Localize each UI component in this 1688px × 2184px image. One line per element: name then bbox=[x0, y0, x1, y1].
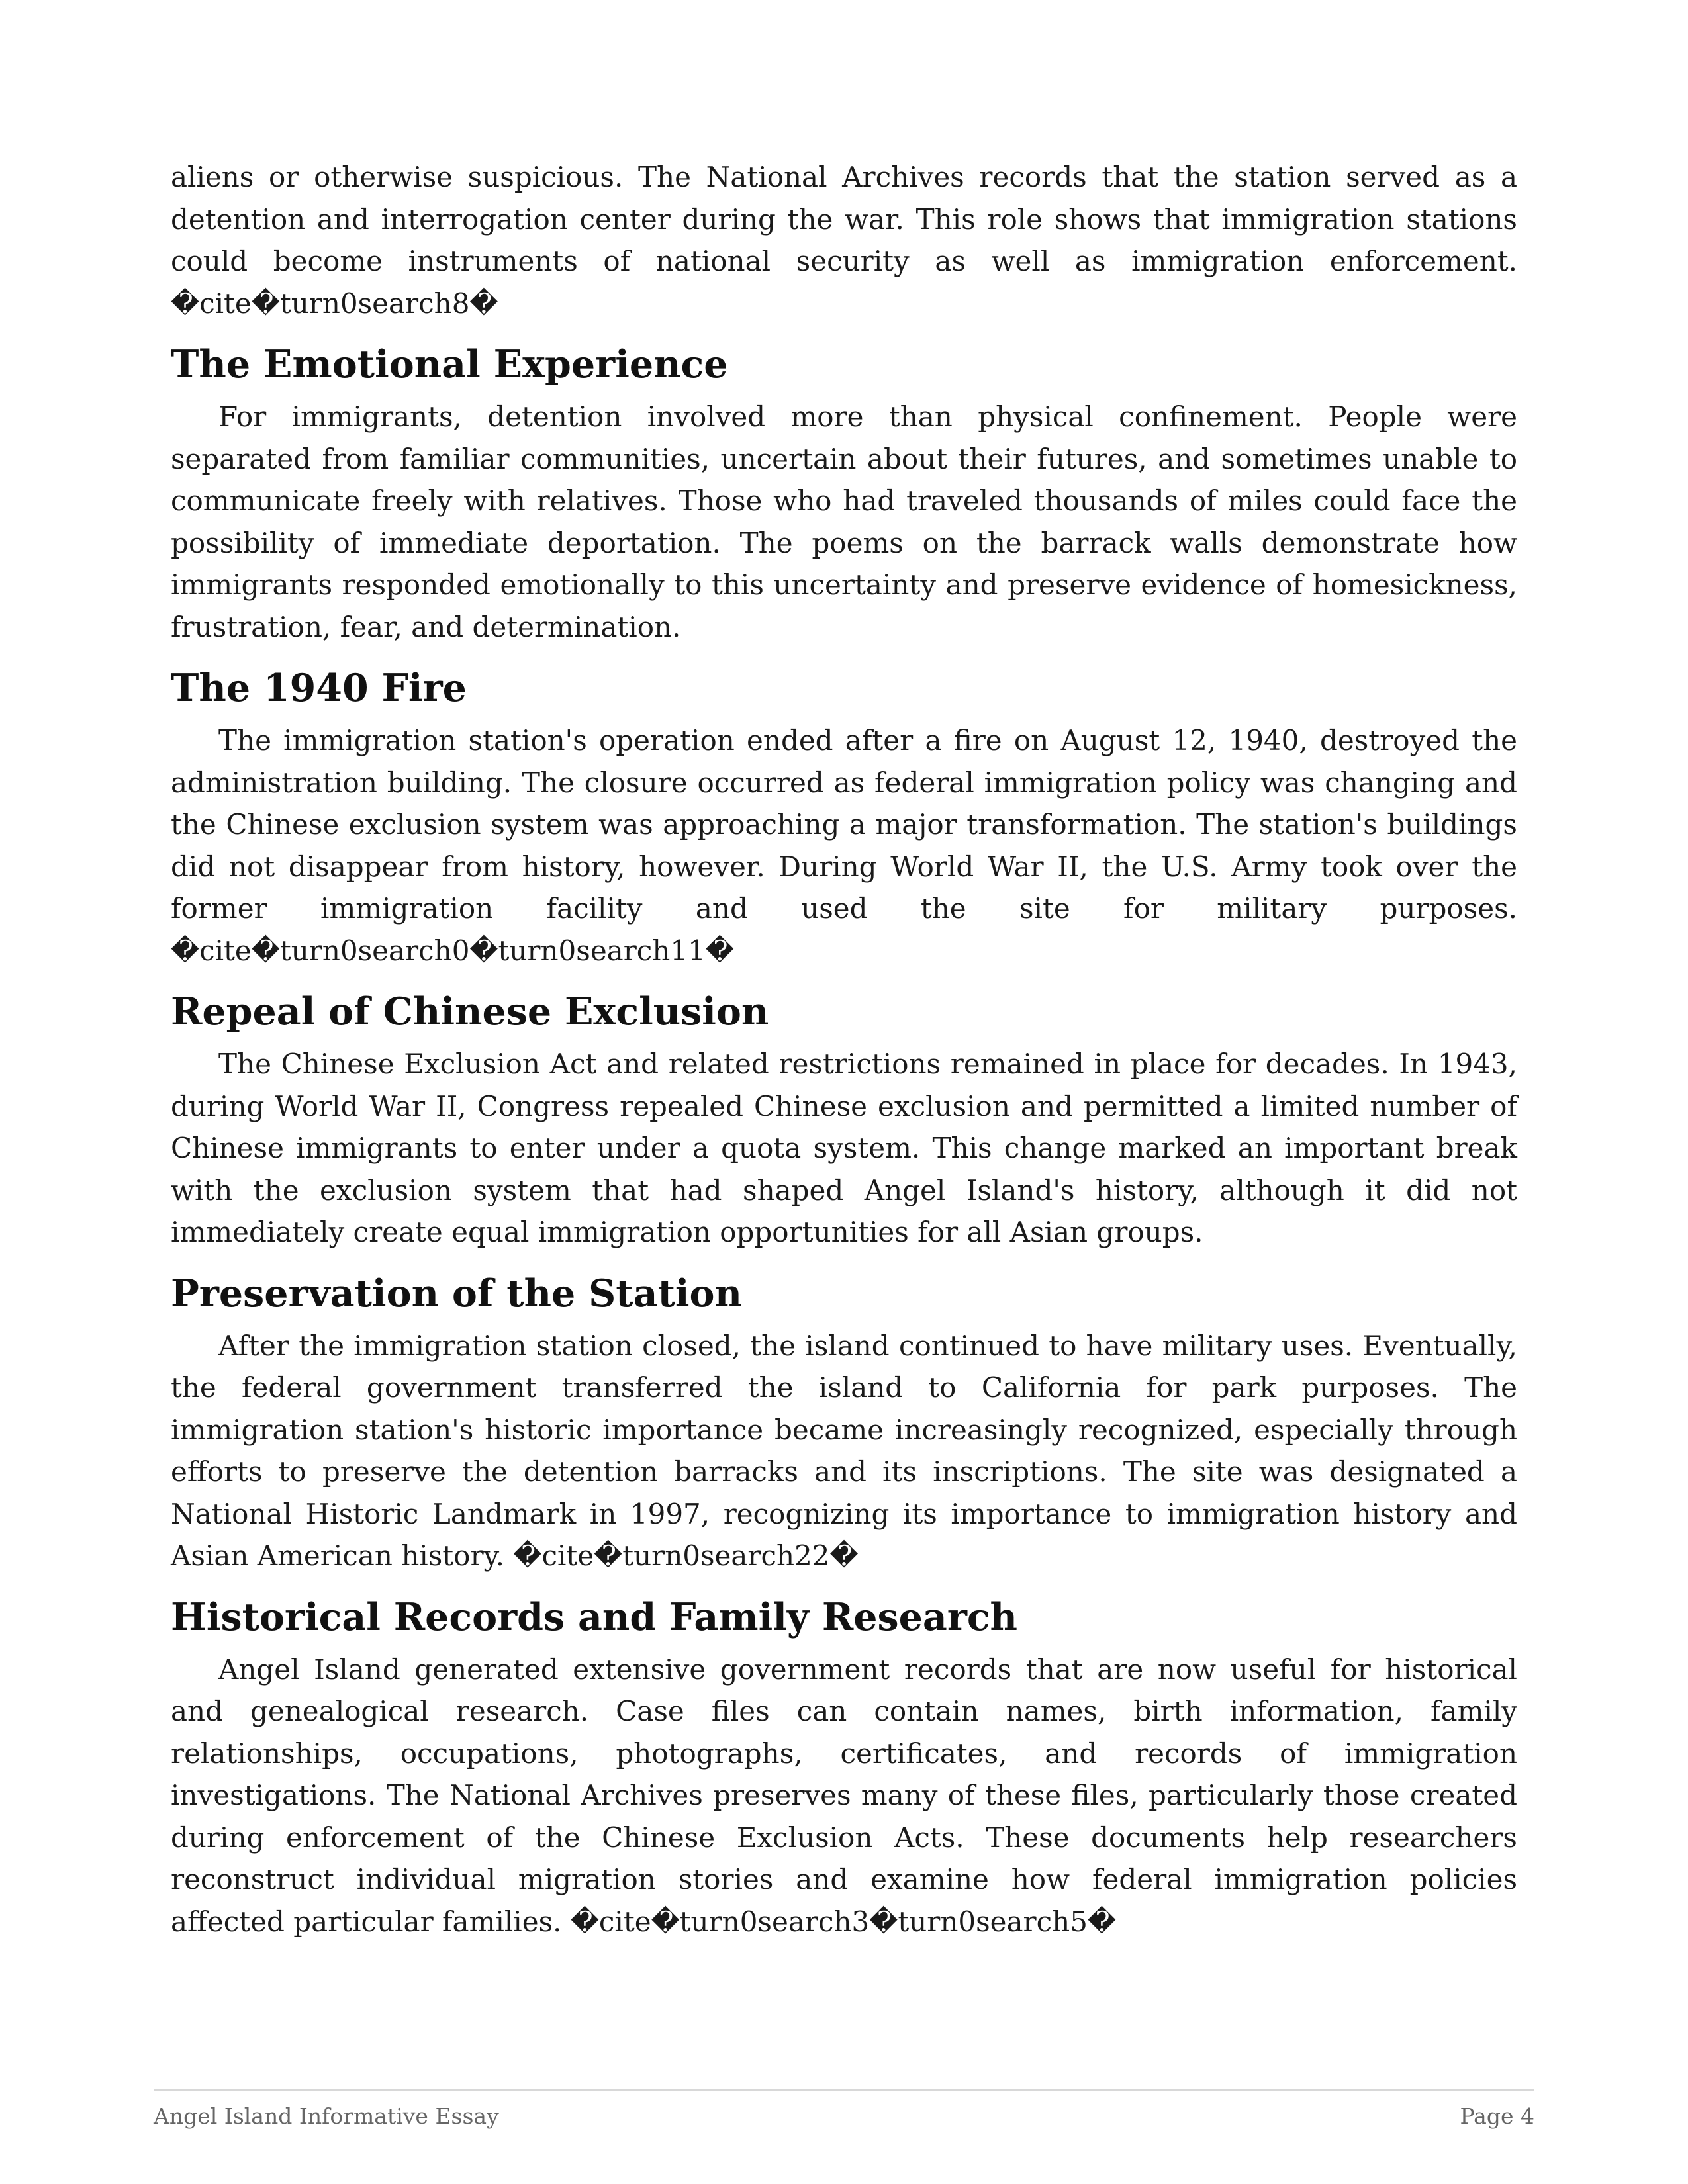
section-repeal-chinese-exclusion bbox=[171, 989, 1517, 1253]
section-heading: Preservation of the Station bbox=[171, 1271, 743, 1316]
document-body bbox=[171, 156, 1517, 1942]
section-1940-fire bbox=[171, 665, 1517, 972]
footer-document-title: Angel Island Informative Essay bbox=[154, 2103, 499, 2129]
section-paragraph: Angel Island generated extensive government records that are now useful for historical and genealogical research. Case files can contain names, birth information, family relationships, occupations, photographs, certificates, and records of immigration investigations. The National Archives preserves many of these files, particularly those created during enforcement of the Chinese Exclusion Acts. These documents help researchers reconstruct individual migration stories and examine how federal immigration policies affected particular families. �cite�turn0search3�turn0search5� bbox=[171, 1653, 1517, 1938]
section-heading: The 1940 Fire bbox=[171, 666, 467, 710]
section-emotional-experience bbox=[171, 341, 1517, 648]
footer-page-number: Page 4 bbox=[1460, 2103, 1534, 2129]
section-paragraph: For immigrants, detention involved more than physical confinement. People were separated from familiar communities, uncertain about their futures, and sometimes unable to communicate freely with relatives. Those who had traveled thousands of miles could face the possibility of immediate deportation. The poems on the barrack walls demonstrate how immigrants responded emotionally to this uncertainty and preserve evidence of homesickness, frustration, fear, and determination. bbox=[171, 400, 1517, 643]
section-paragraph: After the immigration station closed, the island continued to have military uses. Eventually, the federal government transferred the island to California for park purposes. The immigration station's historic importance became increasingly recognized, especially through efforts to preserve the detention barracks and its inscriptions. The site was designated a National Historic Landmark in 1997, recognizing its importance to immigration history and Asian American history. �cite�turn0search22� bbox=[171, 1329, 1517, 1572]
section-heading: Repeal of Chinese Exclusion bbox=[171, 989, 769, 1034]
section-paragraph: The Chinese Exclusion Act and related restrictions remained in place for decades. In 1943, during World War II, Congress repealed Chinese exclusion and permitted a limited number of Chinese immigrants to enter under a quota system. This change marked an important break with the exclusion system that had shaped Angel Island's history, although it did not immediately create equal immigration opportunities for all Asian groups. bbox=[171, 1048, 1517, 1248]
footer-divider bbox=[154, 2089, 1534, 2091]
intro-paragraph: aliens or otherwise suspicious. The National Archives records that the station served as a detention and interrogation center during the war. This role shows that immigration stations could become instruments of national security as well as immigration enforcement. �cite�turn0search8� bbox=[171, 161, 1517, 320]
section-heading: Historical Records and Family Research bbox=[171, 1594, 1017, 1639]
section-paragraph: The immigration station's operation ended after a fire on August 12, 1940, destroyed the administration building. The closure occurred as federal immigration policy was changing and the Chinese exclusion system was approaching a major transformation. The station's buildings did not disappear from history, however. During World War II, the U.S. Army took over the former immigration facility and used the site for military purposes. �cite�turn0search0�turn0search11� bbox=[171, 724, 1517, 967]
section-historical-records bbox=[171, 1594, 1517, 1943]
section-heading: The Emotional Experience bbox=[171, 342, 728, 387]
section-preservation-station bbox=[171, 1271, 1517, 1577]
